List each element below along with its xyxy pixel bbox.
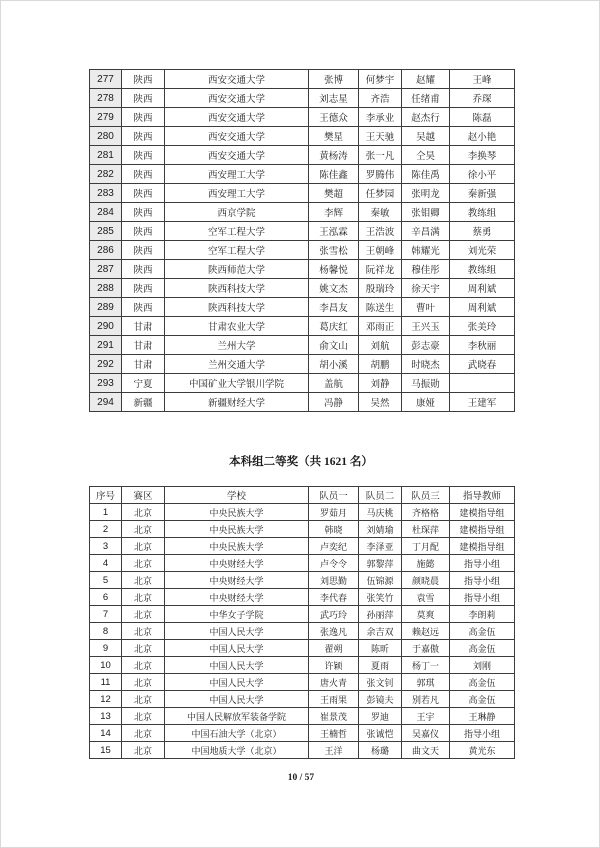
cell-region: 陕西 [122, 127, 165, 146]
cell-m1: 张逸凡 [309, 623, 359, 640]
cell-m1: 唐火青 [309, 674, 359, 691]
cell-teacher: 王峰 [450, 70, 515, 89]
cell-no: 4 [90, 555, 122, 572]
cell-m3: 辛昌满 [402, 222, 450, 241]
cell-m1: 李代春 [309, 589, 359, 606]
cell-m1: 葛庆红 [309, 317, 359, 336]
cell-m3: 张明龙 [402, 184, 450, 203]
cell-region: 陕西 [122, 260, 165, 279]
cell-region: 北京 [122, 708, 165, 725]
cell-teacher: 指导小组 [450, 555, 515, 572]
cell-region: 陕西 [122, 222, 165, 241]
table-row [90, 742, 515, 759]
cell-m1: 王楠哲 [309, 725, 359, 742]
cell-m1: 张博 [309, 70, 359, 89]
cell-m2: 邓雨正 [359, 317, 402, 336]
cell-m1: 李昌友 [309, 298, 359, 317]
cell-teacher: 指导小组 [450, 725, 515, 742]
cell-no: 294 [90, 393, 122, 412]
table-row [90, 589, 515, 606]
cell-no: 278 [90, 89, 122, 108]
table-row [90, 674, 515, 691]
cell-m2: 刘航 [359, 336, 402, 355]
cell-teacher: 刘光荣 [450, 241, 515, 260]
cell-region: 北京 [122, 572, 165, 589]
cell-m2: 李泽亚 [359, 538, 402, 555]
cell-m2: 伍锦源 [359, 572, 402, 589]
cell-m1: 刘志星 [309, 89, 359, 108]
table-row [90, 184, 515, 203]
cell-m1: 卢奕纪 [309, 538, 359, 555]
cell-m3: 赵耀 [402, 70, 450, 89]
cell-teacher: 刘刚 [450, 657, 515, 674]
cell-no: 12 [90, 691, 122, 708]
cell-teacher: 李朗莉 [450, 606, 515, 623]
cell-no: 286 [90, 241, 122, 260]
cell-region: 北京 [122, 555, 165, 572]
table-row [90, 691, 515, 708]
cell-m2: 夏雨 [359, 657, 402, 674]
cell-region: 北京 [122, 589, 165, 606]
table-row [90, 89, 515, 108]
table-row [90, 555, 515, 572]
table-row [90, 336, 515, 355]
cell-teacher: 指导小组 [450, 572, 515, 589]
cell-school: 中国石油大学（北京） [165, 725, 309, 742]
cell-m3: 袁雪 [402, 589, 450, 606]
cell-m1: 李辉 [309, 203, 359, 222]
cell-m3: 康娅 [402, 393, 450, 412]
cell-teacher: 建模指导组 [450, 504, 515, 521]
cell-m2: 何梦宇 [359, 70, 402, 89]
table-row [90, 241, 515, 260]
cell-region: 甘肃 [122, 317, 165, 336]
cell-m3: 彭志豪 [402, 336, 450, 355]
cell-teacher: 指导小组 [450, 589, 515, 606]
cell-m3: 杜琛萍 [402, 521, 450, 538]
cell-m3: 穆佳彤 [402, 260, 450, 279]
cell-region: 北京 [122, 504, 165, 521]
cell-region: 宁夏 [122, 374, 165, 393]
cell-no: 11 [90, 674, 122, 691]
table-row [90, 521, 515, 538]
cell-region: 陕西 [122, 165, 165, 184]
cell-school: 新疆财经大学 [165, 393, 309, 412]
cell-region: 北京 [122, 691, 165, 708]
cell-school: 西安理工大学 [165, 165, 309, 184]
cell-no: 14 [90, 725, 122, 742]
cell-teacher: 李换琴 [450, 146, 515, 165]
cell-school: 西安交通大学 [165, 89, 309, 108]
cell-school: 中央财经大学 [165, 589, 309, 606]
cell-school: 西京学院 [165, 203, 309, 222]
table-row [90, 374, 515, 393]
cell-region: 北京 [122, 725, 165, 742]
table-row [90, 222, 515, 241]
table1-body [90, 70, 515, 412]
cell-m2: 郭黎萍 [359, 555, 402, 572]
table-row [90, 146, 515, 165]
cell-no: 5 [90, 572, 122, 589]
cell-m1: 刘思勤 [309, 572, 359, 589]
cell-teacher: 高金伍 [450, 640, 515, 657]
table-row [90, 538, 515, 555]
table-header-row [90, 487, 515, 504]
cell-school: 中央民族大学 [165, 538, 309, 555]
cell-teacher: 张美玲 [450, 317, 515, 336]
cell-teacher: 陈磊 [450, 108, 515, 127]
table-row [90, 606, 515, 623]
cell-m1: 韩晓 [309, 521, 359, 538]
cell-m2: 任梦园 [359, 184, 402, 203]
cell-no: 283 [90, 184, 122, 203]
cell-no: 284 [90, 203, 122, 222]
cell-m1: 姚文杰 [309, 279, 359, 298]
cell-region: 新疆 [122, 393, 165, 412]
table-row [90, 657, 515, 674]
cell-m3: 王兴玉 [402, 317, 450, 336]
column-header: 学校 [165, 487, 309, 504]
cell-no: 288 [90, 279, 122, 298]
cell-teacher: 建模指导组 [450, 538, 515, 555]
cell-school: 陕西科技大学 [165, 279, 309, 298]
cell-m3: 赵杰行 [402, 108, 450, 127]
cell-school: 中国人民大学 [165, 691, 309, 708]
cell-m3: 齐格格 [402, 504, 450, 521]
cell-m2: 罗腾伟 [359, 165, 402, 184]
cell-no: 15 [90, 742, 122, 759]
cell-region: 甘肃 [122, 355, 165, 374]
cell-m3: 曲文天 [402, 742, 450, 759]
table-row [90, 640, 515, 657]
cell-school: 中国人民解放军装备学院 [165, 708, 309, 725]
table2-body [90, 504, 515, 759]
cell-teacher: 高金伍 [450, 691, 515, 708]
cell-teacher: 蔡勇 [450, 222, 515, 241]
cell-no: 291 [90, 336, 122, 355]
cell-school: 西安理工大学 [165, 184, 309, 203]
cell-no: 2 [90, 521, 122, 538]
cell-region: 甘肃 [122, 336, 165, 355]
cell-m3: 时晓杰 [402, 355, 450, 374]
cell-teacher: 乔琛 [450, 89, 515, 108]
cell-region: 北京 [122, 521, 165, 538]
cell-school: 西安交通大学 [165, 70, 309, 89]
cell-m3: 于嘉傲 [402, 640, 450, 657]
table-row [90, 317, 515, 336]
column-header: 序号 [90, 487, 122, 504]
cell-m1: 樊超 [309, 184, 359, 203]
cell-school: 中央民族大学 [165, 521, 309, 538]
table-row [90, 355, 515, 374]
cell-m1: 罗茹月 [309, 504, 359, 521]
cell-school: 中央财经大学 [165, 572, 309, 589]
cell-school: 中华女子学院 [165, 606, 309, 623]
cell-school: 空军工程大学 [165, 241, 309, 260]
cell-no: 285 [90, 222, 122, 241]
cell-region: 陕西 [122, 184, 165, 203]
table-row [90, 165, 515, 184]
cell-no: 290 [90, 317, 122, 336]
cell-teacher: 王建军 [450, 393, 515, 412]
cell-m1: 胡小溪 [309, 355, 359, 374]
cell-m2: 刘婧瑜 [359, 521, 402, 538]
cell-m2: 殷瑞玲 [359, 279, 402, 298]
cell-no: 6 [90, 589, 122, 606]
cell-region: 陕西 [122, 203, 165, 222]
cell-school: 中国人民大学 [165, 674, 309, 691]
cell-teacher: 周利斌 [450, 279, 515, 298]
cell-no: 1 [90, 504, 122, 521]
cell-m2: 余吉双 [359, 623, 402, 640]
cell-school: 甘肃农业大学 [165, 317, 309, 336]
cell-teacher: 武晓春 [450, 355, 515, 374]
cell-m2: 罗迪 [359, 708, 402, 725]
cell-m2: 王朝峰 [359, 241, 402, 260]
cell-region: 北京 [122, 640, 165, 657]
section-title: 本科组二等奖（共 1621 名） [229, 456, 373, 468]
table-row [90, 108, 515, 127]
award-table-upper [89, 69, 515, 412]
cell-school: 兰州大学 [165, 336, 309, 355]
column-header: 队员二 [359, 487, 402, 504]
page-number: 10 / 57 [287, 773, 315, 783]
cell-no: 282 [90, 165, 122, 184]
cell-m3: 韩耀光 [402, 241, 450, 260]
cell-m3: 陈佳禹 [402, 165, 450, 184]
cell-region: 北京 [122, 674, 165, 691]
cell-m2: 陈送生 [359, 298, 402, 317]
cell-m1: 盖航 [309, 374, 359, 393]
cell-teacher: 赵小艳 [450, 127, 515, 146]
cell-m1: 翟朔 [309, 640, 359, 657]
cell-m1: 陈佳鑫 [309, 165, 359, 184]
cell-school: 中央财经大学 [165, 555, 309, 572]
cell-m3: 杨丁一 [402, 657, 450, 674]
cell-region: 北京 [122, 623, 165, 640]
cell-no: 289 [90, 298, 122, 317]
cell-school: 空军工程大学 [165, 222, 309, 241]
award-table-second-prize [89, 486, 515, 759]
cell-m3: 吴嘉仪 [402, 725, 450, 742]
cell-m3: 仝昊 [402, 146, 450, 165]
cell-no: 7 [90, 606, 122, 623]
cell-m3: 赖赵远 [402, 623, 450, 640]
cell-school: 中央民族大学 [165, 504, 309, 521]
cell-m3: 颜晓晨 [402, 572, 450, 589]
cell-m2: 张诚恺 [359, 725, 402, 742]
cell-m2: 张文钊 [359, 674, 402, 691]
cell-school: 西安交通大学 [165, 146, 309, 165]
cell-region: 陕西 [122, 108, 165, 127]
cell-school: 兰州交通大学 [165, 355, 309, 374]
cell-teacher: 周利斌 [450, 298, 515, 317]
cell-school: 西安交通大学 [165, 108, 309, 127]
cell-region: 北京 [122, 606, 165, 623]
cell-no: 281 [90, 146, 122, 165]
cell-teacher: 高金伍 [450, 623, 515, 640]
cell-school: 中国人民大学 [165, 657, 309, 674]
cell-teacher: 高金伍 [450, 674, 515, 691]
cell-m2: 孙丽萍 [359, 606, 402, 623]
cell-m1: 王泓霖 [309, 222, 359, 241]
column-header: 队员三 [402, 487, 450, 504]
cell-m2: 齐浩 [359, 89, 402, 108]
cell-no: 10 [90, 657, 122, 674]
table-row [90, 260, 515, 279]
cell-m1: 王洋 [309, 742, 359, 759]
cell-school: 中国人民大学 [165, 623, 309, 640]
cell-m2: 张一凡 [359, 146, 402, 165]
cell-teacher: 教练组 [450, 260, 515, 279]
cell-teacher: 教练组 [450, 203, 515, 222]
cell-no: 8 [90, 623, 122, 640]
cell-m2: 胡鹏 [359, 355, 402, 374]
cell-m2: 李承业 [359, 108, 402, 127]
column-header: 指导教师 [450, 487, 515, 504]
table-row [90, 70, 515, 89]
cell-m3: 曹叶 [402, 298, 450, 317]
cell-m3: 郭琪 [402, 674, 450, 691]
cell-school: 中国矿业大学银川学院 [165, 374, 309, 393]
cell-m2: 王天驰 [359, 127, 402, 146]
cell-school: 陕西科技大学 [165, 298, 309, 317]
cell-teacher: 秦新强 [450, 184, 515, 203]
cell-region: 陕西 [122, 241, 165, 260]
cell-region: 陕西 [122, 70, 165, 89]
cell-m3: 张钼卿 [402, 203, 450, 222]
table-row [90, 623, 515, 640]
cell-m3: 任绪甫 [402, 89, 450, 108]
cell-teacher: 李秋丽 [450, 336, 515, 355]
cell-no: 292 [90, 355, 122, 374]
cell-m3: 徐天宇 [402, 279, 450, 298]
cell-m3: 施懿 [402, 555, 450, 572]
cell-m2: 秦敏 [359, 203, 402, 222]
table-row [90, 203, 515, 222]
cell-teacher: 建模指导组 [450, 521, 515, 538]
table-row [90, 708, 515, 725]
table-row [90, 393, 515, 412]
table-row [90, 298, 515, 317]
cell-m1: 武巧玲 [309, 606, 359, 623]
cell-m2: 阮祥龙 [359, 260, 402, 279]
cell-school: 西安交通大学 [165, 127, 309, 146]
cell-no: 279 [90, 108, 122, 127]
cell-m1: 卢令令 [309, 555, 359, 572]
cell-m3: 吴越 [402, 127, 450, 146]
cell-no: 9 [90, 640, 122, 657]
cell-region: 陕西 [122, 146, 165, 165]
cell-region: 北京 [122, 538, 165, 555]
cell-region: 陕西 [122, 298, 165, 317]
column-header: 赛区 [122, 487, 165, 504]
cell-no: 293 [90, 374, 122, 393]
table-row [90, 127, 515, 146]
cell-m1: 崔景茂 [309, 708, 359, 725]
cell-m3: 王宇 [402, 708, 450, 725]
cell-teacher: 黄光东 [450, 742, 515, 759]
cell-m2: 杨璐 [359, 742, 402, 759]
cell-school: 中国人民大学 [165, 640, 309, 657]
cell-no: 280 [90, 127, 122, 146]
cell-m2: 刘静 [359, 374, 402, 393]
cell-region: 北京 [122, 742, 165, 759]
cell-teacher: 王琳静 [450, 708, 515, 725]
table-row [90, 279, 515, 298]
cell-school: 陕西师范大学 [165, 260, 309, 279]
cell-m1: 许颖 [309, 657, 359, 674]
table-row [90, 725, 515, 742]
cell-no: 13 [90, 708, 122, 725]
cell-m2: 陈昕 [359, 640, 402, 657]
table-row [90, 504, 515, 521]
cell-m1: 冯静 [309, 393, 359, 412]
cell-m3: 马振勋 [402, 374, 450, 393]
cell-m1: 张雪松 [309, 241, 359, 260]
cell-m2: 彭镜夫 [359, 691, 402, 708]
cell-m3: 莫爽 [402, 606, 450, 623]
cell-m2: 吴然 [359, 393, 402, 412]
cell-m3: 丁月配 [402, 538, 450, 555]
cell-m2: 马庆桃 [359, 504, 402, 521]
cell-m2: 张笑竹 [359, 589, 402, 606]
cell-m1: 樊星 [309, 127, 359, 146]
cell-region: 北京 [122, 657, 165, 674]
cell-teacher: 徐小平 [450, 165, 515, 184]
cell-region: 陕西 [122, 279, 165, 298]
cell-no: 287 [90, 260, 122, 279]
cell-school: 中国地质大学（北京） [165, 742, 309, 759]
cell-m1: 王德众 [309, 108, 359, 127]
cell-m3: 别若凡 [402, 691, 450, 708]
table-row [90, 572, 515, 589]
cell-m1: 王雨果 [309, 691, 359, 708]
cell-region: 陕西 [122, 89, 165, 108]
cell-no: 277 [90, 70, 122, 89]
cell-no: 3 [90, 538, 122, 555]
cell-m1: 俞文山 [309, 336, 359, 355]
cell-m2: 王浩波 [359, 222, 402, 241]
cell-m1: 黄杨涛 [309, 146, 359, 165]
cell-teacher [450, 374, 515, 393]
column-header: 队员一 [309, 487, 359, 504]
cell-m1: 杨馨悦 [309, 260, 359, 279]
